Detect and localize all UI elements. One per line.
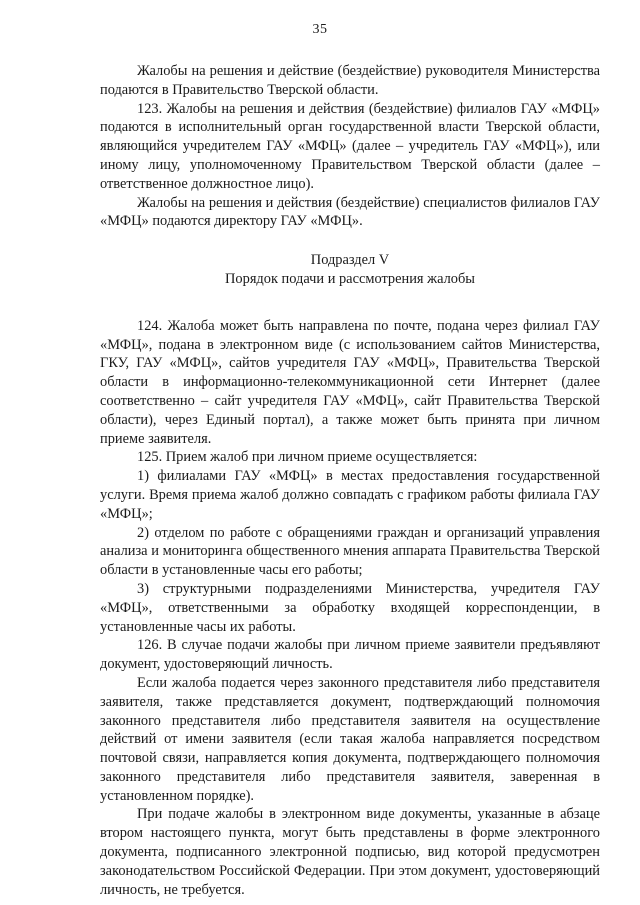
subsection-title: Порядок подачи и рассмотрения жалобы <box>225 270 475 287</box>
paragraph-124: 124. Жалоба может быть направлена по почте, подана через филиал ГАУ «МФЦ», подана в электронном виде (с использованием сайтов Министерства, ГКУ, ГАУ «МФЦ», сайтов учредителя ГАУ «МФЦ», Правительства Тверской области в информационно-телекоммуникационной сети Интернет (далее соответственно – сайт учредителя ГАУ «МФЦ», сайт Правительства Тверской области), через Единый портал), а также может быть принята при личном приеме заявителя. <box>100 317 600 447</box>
list-item-1: 1) филиалами ГАУ «МФЦ» в местах предоставления государственной услуги. Время приема жалоб должно совпадать с графиком работы филиала ГАУ «МФЦ»; <box>100 468 600 522</box>
paragraph: При подаче жалобы в электронном виде документы, указанные в абзаце втором настоящего пункта, могут быть представлены в форме электронного документа, подписанного электронной подписью, вид которой предусмотрен законодательством Российской Федерации. При этом документ, удостоверяющий личность, не требуется. <box>100 806 600 898</box>
subsection-label: Подраздел V <box>310 252 390 269</box>
subsection-heading <box>100 251 600 289</box>
paragraph: Если жалоба подается через законного представителя либо представителя заявителя, также представляется документ, подтверждающий полномочия законного представителя либо представителя заявителя на осуществление действий от имени заявителя (если такая жалоба направляется посредством почтовой связи, направляется копия документа, подтверждающего полномочия законного представителя либо представителя заявителя, заверенная в установленном порядке). <box>100 674 600 804</box>
page-number: 35 <box>312 22 328 37</box>
paragraph: Жалобы на решения и действие (бездействие) руководителя Министерства подаются в Правительство Тверской области. <box>100 63 600 98</box>
paragraph-125: 125. Прием жалоб при личном приеме осуществляется: <box>137 449 478 466</box>
list-item-2: 2) отделом по работе с обращениями граждан и организаций управления анализа и мониторинга общественного мнения аппарата Правительства Тверской области в установленные часы его работы; <box>100 524 600 579</box>
document-body <box>100 62 600 899</box>
paragraph-123: 123. Жалобы на решения и действия (бездействие) филиалов ГАУ «МФЦ» подаются в исполнительный орган государственной власти Тверской области, являющийся учредителем ГАУ «МФЦ» (далее – учредитель ГАУ «МФЦ»), или иному лицу, уполномоченному Правительством Тверской области (далее – ответственное должностное лицо). <box>100 100 600 192</box>
paragraph-126: 126. В случае подачи жалобы при личном приеме заявители предъявляют документ, удостоверяющий личность. <box>100 637 600 673</box>
paragraph: Жалобы на решения и действия (бездействие) специалистов филиалов ГАУ «МФЦ» подаются директору ГАУ «МФЦ». <box>100 194 600 230</box>
list-item-3: 3) структурными подразделениями Министерства, учредителя ГАУ «МФЦ», ответственными за обработку входящей корреспонденции, в установленные часы их работы. <box>100 580 600 635</box>
